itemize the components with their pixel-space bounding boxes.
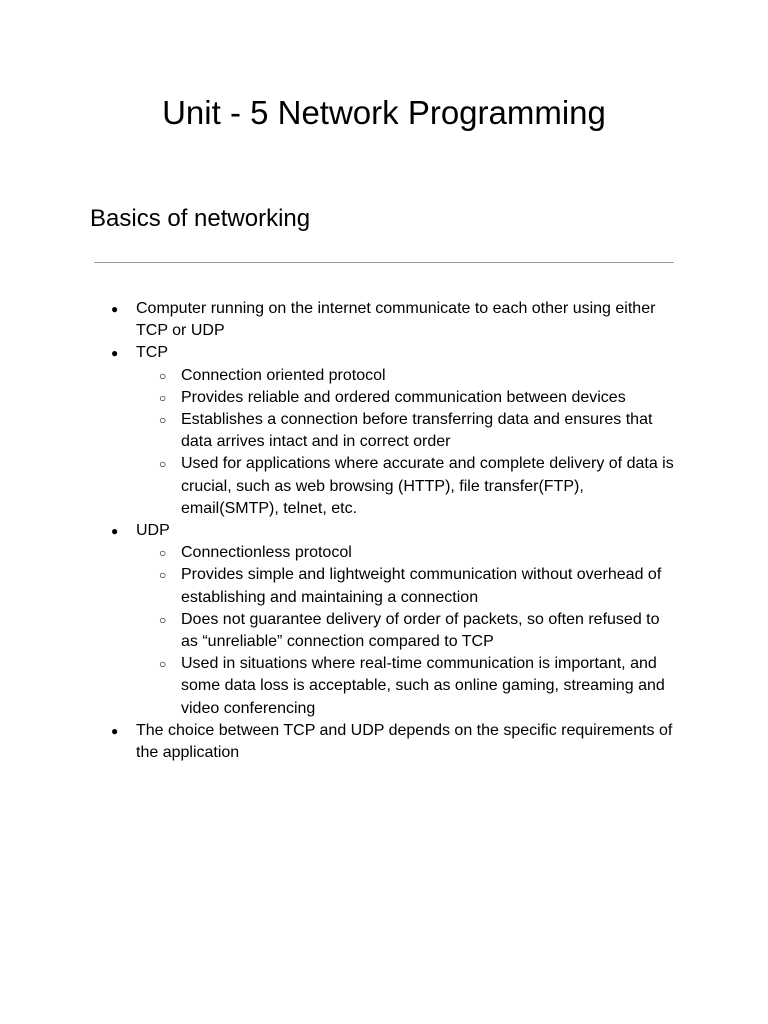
sub-list-item-text: Connectionless protocol xyxy=(181,544,352,562)
bullet-list xyxy=(0,298,768,764)
hollow-bullet-icon: ○ xyxy=(159,390,167,405)
list-item-choice xyxy=(0,720,768,764)
sub-list-item xyxy=(136,564,678,608)
hollow-bullet-icon: ○ xyxy=(159,368,167,383)
sub-list-item-text: Provides reliable and ordered communication between devices xyxy=(181,388,626,406)
sub-list-item-text: Used in situations where real-time communication is important, and some data loss is acceptable, such as online gaming, streaming and video conferencing xyxy=(181,655,665,717)
sub-list-item-text: Provides simple and lightweight communication without overhead of establishing and maintaining a connection xyxy=(181,566,662,606)
udp-sublist xyxy=(136,542,678,720)
section-divider xyxy=(94,262,674,263)
sub-list-item xyxy=(136,653,678,720)
bullet-icon: ● xyxy=(111,346,119,361)
sub-list-item xyxy=(136,609,678,653)
bullet-icon: ● xyxy=(111,524,119,539)
sub-list-item xyxy=(136,542,678,564)
list-item-internet-communication xyxy=(0,298,768,342)
list-item-udp xyxy=(0,520,768,720)
section-heading: Basics of networking xyxy=(90,205,311,232)
list-item-text: The choice between TCP and UDP depends on the specific requirements of the application xyxy=(136,721,673,762)
page-title: Unit - 5 Network Programming xyxy=(162,94,606,131)
hollow-bullet-icon: ○ xyxy=(159,457,167,472)
list-item-text: TCP xyxy=(136,344,168,362)
bullet-icon: ● xyxy=(111,302,119,316)
bullet-icon: ● xyxy=(111,723,119,738)
tcp-sublist xyxy=(136,365,678,520)
hollow-bullet-icon: ○ xyxy=(159,546,167,561)
sub-list-item-text: Used for applications where accurate and complete delivery of data is crucial, such as web browsing (HTTP), file transfer(FTP), email(SMTP), telnet, etc. xyxy=(181,455,674,517)
hollow-bullet-icon: ○ xyxy=(159,413,167,428)
sub-list-item xyxy=(136,453,678,520)
list-item-text: UDP xyxy=(136,522,170,540)
list-item-tcp xyxy=(0,342,768,520)
sub-list-item-text: Establishes a connection before transferring data and ensures that data arrives intact and in correct order xyxy=(181,411,653,451)
sub-list-item-text: Does not guarantee delivery of order of packets, so often refused to as “unreliable” connection compared to TCP xyxy=(181,610,660,651)
hollow-bullet-icon: ○ xyxy=(159,657,167,672)
sub-list-item xyxy=(136,387,678,409)
sub-list-item xyxy=(136,409,678,453)
hollow-bullet-icon: ○ xyxy=(159,612,167,627)
list-item-text: Computer running on the internet communicate to each other using either TCP or UDP xyxy=(136,300,656,340)
hollow-bullet-icon: ○ xyxy=(159,568,167,583)
sub-list-item xyxy=(136,365,678,387)
sub-list-item-text: Connection oriented protocol xyxy=(181,366,386,384)
document-body xyxy=(0,298,768,764)
